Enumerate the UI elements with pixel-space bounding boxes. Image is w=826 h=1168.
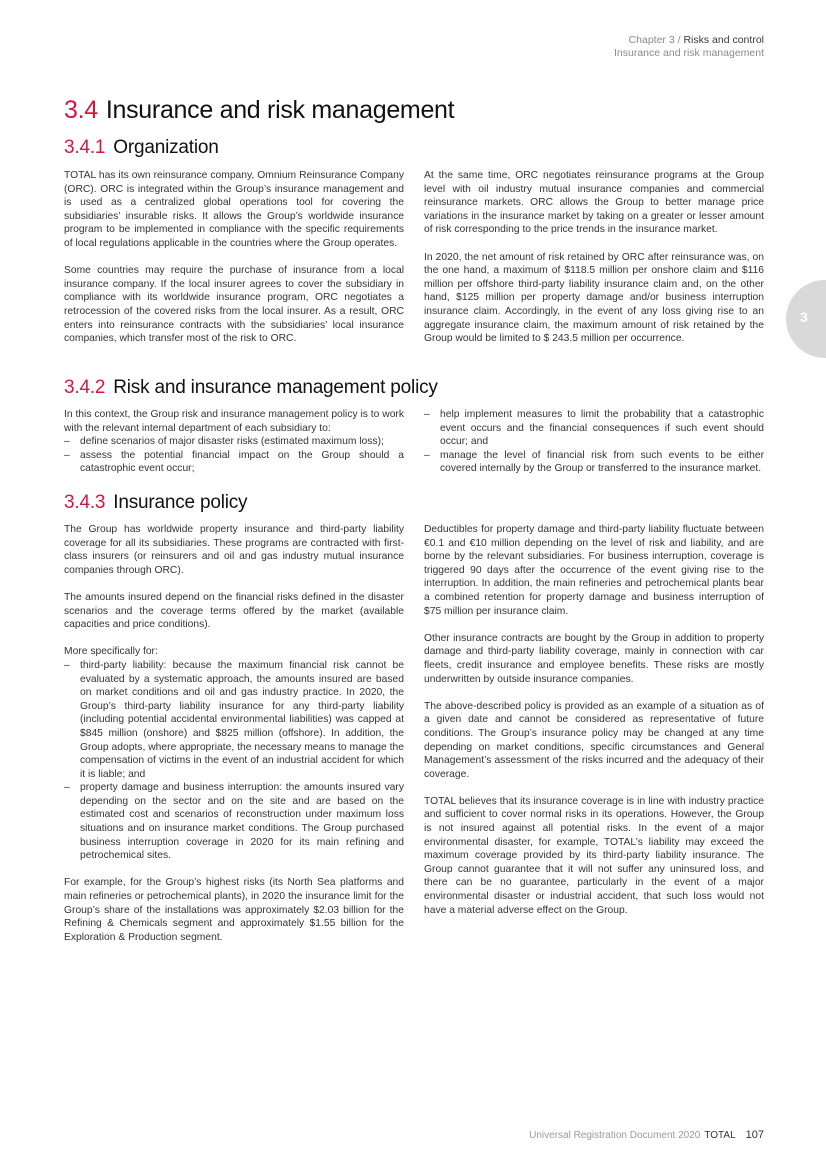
footer-document-name: Universal Registration Document 2020 (529, 1130, 701, 1141)
page-title (64, 96, 454, 125)
chapter-tab[interactable] (786, 280, 826, 358)
section-title: Risk and insurance management policy (113, 377, 438, 398)
paragraph: For example, for the Group’s highest risks (its North Sea platforms and main refineries or petrochemical plants), in 2020 the insurance limit for the Group’s share of the installations was approximately $2.03 billion for the Refining & Chemicals segment and approximately $1.55 billion for the Exploration & Production segment. (64, 877, 404, 943)
insurance-policy-right-column (424, 523, 764, 917)
paragraph: Other insurance contracts are bought by the Group in addition to property damage and third-party liability coverage, mainly in connection with car fleets, credit insurance and employee benefits. These risks are mostly underwritten by outside insurance companies. (424, 632, 764, 685)
paragraph: In 2020, the net amount of risk retained by ORC after reinsurance was, on the one hand, a maximum of $118.5 million per onshore claim and $116 million per offshore third-party liability insurance claim and, on the other hand, $125 million per property damage and/or business interruption insurance claim. Accordingly, in the event of any loss giving rise to an aggregate insurance claim, the maximum amount of risk retained by the Group would be limited to $ 243.5 million per occurrence. (424, 251, 764, 345)
paragraph: The amounts insured depend on the financial risks defined in the disaster scenarios and the coverage terms offered by the market (available capacities and price conditions). (64, 591, 404, 631)
section-number: 3.4.3 (64, 492, 106, 513)
list-item: – third-party liability: because the maximum financial risk cannot be evaluated by a systematic approach, the amounts insured are based on market conditions and oil and gas industry practice. In 2020, the Group’s third-party liability insurance for any third-party liability (including potential accidental environmental liabilities) was capped at $845 million (onshore) and $825 million (offshore). In addition, the Group adopts, where appropriate, the necessary means to manage the compensation of victims in the event of an industrial accident for which it is liable; and (64, 659, 404, 781)
page-title-number: 3.4 (64, 96, 98, 124)
list-item: – manage the level of financial risk from such events to be either covered internally by the Group or transferred to the insurance market. (424, 449, 764, 476)
running-header (614, 34, 764, 60)
page-number: 107 (745, 1129, 764, 1141)
header-chapter-label: Chapter 3 (628, 34, 675, 46)
section-number: 3.4.2 (64, 377, 106, 398)
section-heading-insurance-policy (64, 492, 247, 514)
section-heading-risk-policy (64, 377, 438, 399)
page-footer (529, 1129, 764, 1141)
section-heading-organization (64, 137, 219, 159)
organization-right-column (424, 169, 764, 346)
paragraph: More specifically for: (64, 646, 158, 658)
bullet-list (64, 435, 404, 476)
list-item: – help implement measures to limit the probability that a catastrophic event occurs and the financial consequences if such event should occur; and (424, 408, 764, 449)
risk-policy-right-column (424, 408, 764, 490)
section-title: Organization (113, 137, 219, 158)
header-chapter-line (614, 34, 764, 47)
insurance-policy-left-column (64, 523, 404, 944)
paragraph: TOTAL has its own reinsurance company, Omnium Reinsurance Company (ORC). ORC is integrated within the Group’s insurance management and is used as a centralized global operations tool for covering the subsidiaries’ insurable risks. It allows the Group’s worldwide insurance program to be implemented in compliance with the specific requirements of local regulations applicable in the countries where the Group operates. (64, 170, 404, 249)
organization-left-column (64, 169, 404, 346)
bullet-list (64, 659, 404, 863)
list-item: – define scenarios of major disaster risks (estimated maximum loss); (64, 435, 404, 449)
paragraph: Deductibles for property damage and third-party liability fluctuate between €0.1 and €10 million depending on the level of risk and liability, and are borne by the relevant subsidiaries. For business interruption, coverage is triggered 90 days after the occurrence of the event giving rise to the interruption. In addition, the main refineries and petrochemical plants bear a combined retention for property damage and business interruption of $75 million per insurance claim. (424, 524, 764, 617)
section-title: Insurance policy (113, 492, 248, 513)
page-title-text: Insurance and risk management (105, 96, 455, 124)
header-chapter-name: Risks and control (683, 34, 764, 46)
list-item: – property damage and business interruption: the amounts insured vary depending on the sector and on the site and are based on the estimated cost and scenarios of reconstruction under maximum loss situations and on insurance market conditions. The Group purchased business interruption coverage in 2020 for its main refining and petrochemical sites. (64, 781, 404, 863)
paragraph: At the same time, ORC negotiates reinsurance programs at the Group level with oil industry mutual insurance companies and commercial reinsurance markets. ORC allows the Group to better manage price variations in the insurance market by taking on a greater or lesser amount of risk corresponding to the price trends in the insurance market. (424, 170, 764, 236)
paragraph: In this context, the Group risk and insurance management policy is to work with the relevant internal department of each subsidiary to: (64, 409, 404, 434)
chapter-tab-number: 3 (800, 309, 808, 325)
paragraph: The above-described policy is provided as an example of a situation as of a given date and cannot be considered as representative of future conditions. The Group’s insurance policy may be changed at any time depending on market conditions, specific circumstances and General Management’s assessment of the risks incurred and the adequacy of their coverage. (424, 700, 764, 780)
header-separator: / (674, 34, 684, 46)
header-section-name: Insurance and risk management (614, 47, 764, 59)
paragraph: Some countries may require the purchase of insurance from a local insurance company. If the local insurer agrees to cover the subsidiary in compliance with its worldwide insurance program, ORC negotiates a retrocession of the covered risks from the local insurer. As a result, ORC enters into reinsurance contracts with the subsidiaries’ local insurance companies, which transfer most of the risk to ORC. (64, 265, 404, 345)
section-number: 3.4.1 (64, 137, 106, 158)
paragraph: TOTAL believes that its insurance coverage is in line with industry practice and sufficient to cover normal risks in its operations. However, the Group is not insured against all potential risks. In the event of a major environmental disaster, for example, TOTAL’s liability may exceed the maximum coverage provided by its third-party liability insurance. The Group cannot guarantee that it will not suffer any uninsured loss, and there can be no guarantee, particularly in the event of a major environmental disaster or industrial accident, that such loss would not have a material adverse effect on the Group. (424, 795, 764, 916)
list-item: – assess the potential financial impact on the Group should a catastrophic event occur; (64, 449, 404, 476)
risk-policy-left-column (64, 408, 404, 490)
footer-brand: TOTAL (704, 1130, 736, 1141)
paragraph: The Group has worldwide property insurance and third-party liability coverage for all its subsidiaries. These programs are contracted with first-class insurers (or reinsurers and oil and gas industry mutual insurance companies through ORC). (64, 524, 404, 576)
bullet-list (424, 408, 764, 476)
